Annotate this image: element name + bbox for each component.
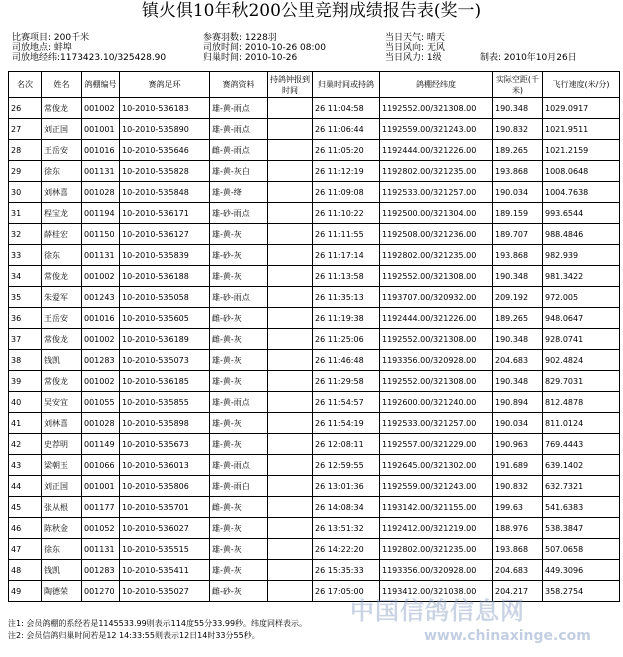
cell-loft-id: 001001 — [82, 119, 120, 140]
cell-rank: 32 — [9, 224, 42, 245]
cell-name: 常俊龙 — [42, 371, 82, 392]
cell-speed: 639.1402 — [543, 455, 620, 476]
cell-distance: 190.348 — [493, 98, 543, 119]
cell-name: 朱爱军 — [42, 287, 82, 308]
cell-loft-id: 001131 — [82, 539, 120, 560]
cell-ring: 10-2010-535058 — [120, 287, 210, 308]
cell-distance: 199.63 — [493, 497, 543, 518]
cell-name: 常俊龙 — [42, 329, 82, 350]
meta-wind-force: 当日风力: 1级 — [385, 53, 442, 63]
table-row — [9, 539, 620, 560]
cell-loft-coords: 1192533.00/321257.00 — [380, 182, 493, 203]
cell-rank: 48 — [9, 560, 42, 581]
cell-ring: 10-2010-535701 — [120, 497, 210, 518]
cell-speed: 1021.2159 — [543, 140, 620, 161]
cell-clock-time — [268, 413, 313, 434]
cell-rank: 26 — [9, 98, 42, 119]
header-speed: 飞行速度(米/分) — [543, 72, 620, 98]
cell-arrival-time: 26 11:12:19 — [313, 161, 380, 182]
cell-name: 徐东 — [42, 161, 82, 182]
cell-loft-id: 001283 — [82, 560, 120, 581]
cell-arrival-time: 26 14:22:20 — [313, 539, 380, 560]
cell-ring: 10-2010-536027 — [120, 518, 210, 539]
cell-pigeon-info: 雄-黄-雨点 — [210, 392, 268, 413]
cell-arrival-time: 26 11:11:55 — [313, 224, 380, 245]
cell-ring: 10-2010-535848 — [120, 182, 210, 203]
table-row — [9, 560, 620, 581]
cell-pigeon-info: 雄-砂-灰 — [210, 245, 268, 266]
cell-ring: 10-2010-536183 — [120, 98, 210, 119]
meta-release-coords: 司放地经纬:1173423.10/325428.90 — [12, 53, 167, 63]
cell-name: 刘正国 — [42, 119, 82, 140]
cell-rank: 41 — [9, 413, 42, 434]
cell-ring: 10-2010-536127 — [120, 224, 210, 245]
cell-loft-id: 001270 — [82, 581, 120, 602]
cell-pigeon-info: 雄-黄-灰 — [210, 518, 268, 539]
cell-pigeon-info: 雄-黄-灰 — [210, 266, 268, 287]
cell-pigeon-info: 雄-黄-灰 — [210, 350, 268, 371]
cell-clock-time — [268, 308, 313, 329]
cell-speed: 948.0647 — [543, 308, 620, 329]
cell-name: 陈秋金 — [42, 518, 82, 539]
cell-rank: 27 — [9, 119, 42, 140]
cell-arrival-time: 26 12:59:55 — [313, 455, 380, 476]
cell-ring: 10-2010-536188 — [120, 266, 210, 287]
cell-ring: 10-2010-536185 — [120, 371, 210, 392]
cell-name: 刘林喜 — [42, 413, 82, 434]
cell-clock-time — [268, 266, 313, 287]
cell-arrival-time: 26 11:29:58 — [313, 371, 380, 392]
cell-loft-coords: 1192559.00/321243.00 — [380, 119, 493, 140]
cell-name: 钱凯 — [42, 350, 82, 371]
cell-pigeon-info: 雄-砂-雨点 — [210, 287, 268, 308]
cell-speed: 507.0658 — [543, 539, 620, 560]
cell-pigeon-info: 雌-黄-灰 — [210, 497, 268, 518]
cell-pigeon-info: 雄-黄-灰 — [210, 434, 268, 455]
table-row — [9, 287, 620, 308]
cell-pigeon-info: 雄-黄-灰 — [210, 413, 268, 434]
cell-loft-coords: 1192412.00/321219.00 — [380, 518, 493, 539]
cell-name: 王岳安 — [42, 140, 82, 161]
cell-rank: 34 — [9, 266, 42, 287]
cell-loft-id: 001028 — [82, 182, 120, 203]
cell-distance: 190.832 — [493, 119, 543, 140]
cell-loft-id: 001150 — [82, 224, 120, 245]
cell-loft-id: 001194 — [82, 203, 120, 224]
cell-loft-coords: 1192802.00/321235.00 — [380, 245, 493, 266]
table-row — [9, 266, 620, 287]
cell-distance: 190.348 — [493, 371, 543, 392]
cell-arrival-time: 26 13:51:32 — [313, 518, 380, 539]
cell-name: 吴安宜 — [42, 392, 82, 413]
cell-rank: 33 — [9, 245, 42, 266]
table-row — [9, 476, 620, 497]
cell-pigeon-info: 雄-黄-雨点 — [210, 455, 268, 476]
header-arrival-time: 归巢时间或持鸽 — [313, 72, 380, 98]
cell-speed: 981.3422 — [543, 266, 620, 287]
cell-pigeon-info: 雌-黄-灰 — [210, 329, 268, 350]
cell-loft-id: 001283 — [82, 350, 120, 371]
cell-loft-id: 001131 — [82, 161, 120, 182]
cell-speed: 829.7031 — [543, 371, 620, 392]
cell-name: 薛桂宏 — [42, 224, 82, 245]
cell-distance: 193.868 — [493, 245, 543, 266]
header-loft-coords: 鸽棚经纬度 — [380, 72, 493, 98]
cell-distance: 190.034 — [493, 413, 543, 434]
cell-loft-coords: 1192533.00/321257.00 — [380, 413, 493, 434]
table-row — [9, 203, 620, 224]
cell-rank: 29 — [9, 161, 42, 182]
cell-clock-time — [268, 182, 313, 203]
cell-name: 程宝龙 — [42, 203, 82, 224]
cell-ring: 10-2010-535898 — [120, 413, 210, 434]
cell-rank: 46 — [9, 518, 42, 539]
cell-distance: 209.192 — [493, 287, 543, 308]
cell-name: 徐东 — [42, 245, 82, 266]
cell-clock-time — [268, 518, 313, 539]
table-row — [9, 329, 620, 350]
cell-loft-coords: 1192557.00/321229.00 — [380, 434, 493, 455]
cell-ring: 10-2010-535839 — [120, 245, 210, 266]
cell-pigeon-info: 雄-黄-灰 — [210, 539, 268, 560]
header-distance: 实际空距(千米) — [493, 72, 543, 98]
cell-arrival-time: 26 13:01:36 — [313, 476, 380, 497]
cell-clock-time — [268, 392, 313, 413]
header-loft-id: 鸽棚编号 — [82, 72, 120, 98]
cell-ring: 10-2010-535646 — [120, 140, 210, 161]
cell-arrival-time: 26 11:46:48 — [313, 350, 380, 371]
cell-ring: 10-2010-535828 — [120, 161, 210, 182]
cell-ring: 10-2010-535855 — [120, 392, 210, 413]
cell-speed: 769.4443 — [543, 434, 620, 455]
cell-distance: 191.689 — [493, 455, 543, 476]
cell-speed: 632.7321 — [543, 476, 620, 497]
cell-clock-time — [268, 203, 313, 224]
table-row — [9, 245, 620, 266]
cell-pigeon-info: 雄-黄-雨白 — [210, 476, 268, 497]
header-ring: 赛鸽足环 — [120, 72, 210, 98]
cell-arrival-time: 26 11:17:14 — [313, 245, 380, 266]
cell-distance: 188.976 — [493, 518, 543, 539]
watermark-url: www.chinaxinge.com — [424, 628, 591, 644]
cell-speed: 988.4846 — [543, 224, 620, 245]
cell-ring: 10-2010-535890 — [120, 119, 210, 140]
cell-loft-coords: 1192444.00/321226.00 — [380, 308, 493, 329]
cell-loft-id: 001028 — [82, 413, 120, 434]
cell-loft-coords: 1192802.00/321235.00 — [380, 539, 493, 560]
cell-loft-coords: 1192559.00/321243.00 — [380, 476, 493, 497]
cell-speed: 982.939 — [543, 245, 620, 266]
cell-speed: 812.4878 — [543, 392, 620, 413]
cell-rank: 43 — [9, 455, 42, 476]
cell-loft-coords: 1192500.00/321304.00 — [380, 203, 493, 224]
report-title: 镇火俱10年秋200公里竞翔成绩报告表(奖一) — [141, 1, 482, 21]
cell-distance: 204.683 — [493, 350, 543, 371]
cell-loft-id: 001002 — [82, 371, 120, 392]
cell-loft-coords: 1193356.00/320928.00 — [380, 350, 493, 371]
cell-rank: 45 — [9, 497, 42, 518]
cell-name: 刘正国 — [42, 476, 82, 497]
cell-loft-coords: 1192552.00/321308.00 — [380, 98, 493, 119]
cell-loft-id: 001002 — [82, 98, 120, 119]
cell-loft-id: 001055 — [82, 392, 120, 413]
cell-clock-time — [268, 434, 313, 455]
cell-rank: 39 — [9, 371, 42, 392]
cell-ring: 10-2010-535411 — [120, 560, 210, 581]
cell-speed: 358.2754 — [543, 581, 620, 602]
cell-distance: 190.034 — [493, 182, 543, 203]
table-row — [9, 581, 620, 602]
table-row — [9, 392, 620, 413]
cell-speed: 449.3096 — [543, 560, 620, 581]
cell-clock-time — [268, 224, 313, 245]
meta-wind-direction: 当日风向: 无风 — [385, 43, 445, 53]
header-clock-time: 持鸽钟报到时间 — [268, 72, 313, 98]
cell-clock-time — [268, 245, 313, 266]
cell-name: 陶德荣 — [42, 581, 82, 602]
cell-loft-id: 001066 — [82, 455, 120, 476]
cell-loft-coords: 1192600.00/321240.00 — [380, 392, 493, 413]
cell-ring: 10-2010-535605 — [120, 308, 210, 329]
cell-arrival-time: 26 11:13:58 — [313, 266, 380, 287]
cell-distance: 193.868 — [493, 539, 543, 560]
cell-ring: 10-2010-536013 — [120, 455, 210, 476]
table-row — [9, 161, 620, 182]
table-row — [9, 497, 620, 518]
cell-clock-time — [268, 560, 313, 581]
cell-arrival-time: 26 15:35:33 — [313, 560, 380, 581]
cell-rank: 40 — [9, 392, 42, 413]
cell-distance: 189.159 — [493, 203, 543, 224]
cell-rank: 31 — [9, 203, 42, 224]
meta-return-time: 归巢时间: 2010-10-26 — [203, 53, 298, 63]
cell-loft-id: 001131 — [82, 245, 120, 266]
cell-rank: 30 — [9, 182, 42, 203]
cell-ring: 10-2010-536171 — [120, 203, 210, 224]
cell-distance: 193.868 — [493, 161, 543, 182]
cell-rank: 37 — [9, 329, 42, 350]
table-row — [9, 350, 620, 371]
cell-ring: 10-2010-535806 — [120, 476, 210, 497]
cell-arrival-time: 26 11:09:08 — [313, 182, 380, 203]
cell-pigeon-info: 雄-黄-绛 — [210, 182, 268, 203]
meta-made-date: 制表: 2010年10月26日 — [480, 53, 577, 63]
cell-speed: 1004.7638 — [543, 182, 620, 203]
cell-pigeon-info: 雌-砂-灰 — [210, 308, 268, 329]
cell-name: 钱凯 — [42, 560, 82, 581]
cell-arrival-time: 26 11:10:22 — [313, 203, 380, 224]
cell-rank: 28 — [9, 140, 42, 161]
cell-loft-coords: 1192552.00/321308.00 — [380, 266, 493, 287]
table-row — [9, 182, 620, 203]
cell-arrival-time: 26 11:54:57 — [313, 392, 380, 413]
table-row — [9, 434, 620, 455]
header-pigeon-info: 赛鸽资料 — [210, 72, 268, 98]
cell-pigeon-info: 雌-黄-雨点 — [210, 140, 268, 161]
cell-distance: 189.265 — [493, 140, 543, 161]
cell-pigeon-info: 雄-黄-灰 — [210, 224, 268, 245]
cell-clock-time — [268, 140, 313, 161]
meta-release-place: 司放地点: 蚌埠 — [12, 43, 72, 53]
results-table — [8, 71, 620, 602]
header-rank: 名次 — [9, 72, 42, 98]
cell-arrival-time: 26 11:06:44 — [313, 119, 380, 140]
meta-weather: 当日天气: 晴天 — [385, 33, 445, 43]
cell-pigeon-info: 雌-砂-灰 — [210, 581, 268, 602]
cell-name: 刘林喜 — [42, 182, 82, 203]
cell-clock-time — [268, 371, 313, 392]
cell-clock-time — [268, 476, 313, 497]
cell-arrival-time: 26 17:05:00 — [313, 581, 380, 602]
cell-speed: 538.3847 — [543, 518, 620, 539]
cell-loft-coords: 1192444.00/321226.00 — [380, 140, 493, 161]
cell-name: 徐东 — [42, 539, 82, 560]
cell-name: 梁朝玉 — [42, 455, 82, 476]
cell-distance: 190.963 — [493, 434, 543, 455]
cell-name: 常俊龙 — [42, 266, 82, 287]
cell-distance: 190.348 — [493, 266, 543, 287]
cell-loft-id: 001016 — [82, 308, 120, 329]
cell-name: 张从根 — [42, 497, 82, 518]
meta-release-time: 司放时间: 2010-10-26 08:00 — [203, 43, 326, 53]
table-header-row — [9, 72, 620, 98]
cell-speed: 972.005 — [543, 287, 620, 308]
cell-loft-coords: 1192802.00/321235.00 — [380, 161, 493, 182]
cell-clock-time — [268, 581, 313, 602]
cell-pigeon-info: 雄-黄-灰 — [210, 371, 268, 392]
cell-ring: 10-2010-535515 — [120, 539, 210, 560]
cell-arrival-time: 26 14:08:34 — [313, 497, 380, 518]
cell-loft-id: 001243 — [82, 287, 120, 308]
cell-pigeon-info: 雄-黄-灰 — [210, 560, 268, 581]
cell-rank: 42 — [9, 434, 42, 455]
cell-clock-time — [268, 455, 313, 476]
cell-loft-id: 001149 — [82, 434, 120, 455]
cell-loft-coords: 1193142.00/321155.00 — [380, 497, 493, 518]
cell-speed: 541.6383 — [543, 497, 620, 518]
cell-clock-time — [268, 350, 313, 371]
cell-clock-time — [268, 497, 313, 518]
cell-distance: 204.683 — [493, 560, 543, 581]
cell-speed: 1021.9511 — [543, 119, 620, 140]
cell-pigeon-info: 雄-黄-灰白 — [210, 161, 268, 182]
cell-speed: 811.0124 — [543, 413, 620, 434]
meta-entries: 参赛羽数: 1228羽 — [203, 33, 277, 43]
cell-rank: 49 — [9, 581, 42, 602]
cell-name: 王岳安 — [42, 308, 82, 329]
cell-speed: 1029.0917 — [543, 98, 620, 119]
cell-loft-coords: 1192508.00/321236.00 — [380, 224, 493, 245]
cell-pigeon-info: 雄-黄-雨点 — [210, 119, 268, 140]
cell-distance: 204.217 — [493, 581, 543, 602]
cell-rank: 35 — [9, 287, 42, 308]
cell-loft-id: 001002 — [82, 266, 120, 287]
cell-loft-id: 001002 — [82, 329, 120, 350]
cell-ring: 10-2010-535673 — [120, 434, 210, 455]
cell-loft-coords: 1193707.00/320932.00 — [380, 287, 493, 308]
cell-pigeon-info: 雄-砂-雨点 — [210, 203, 268, 224]
cell-clock-time — [268, 329, 313, 350]
header-name: 姓名 — [42, 72, 82, 98]
cell-clock-time — [268, 161, 313, 182]
table-row — [9, 455, 620, 476]
cell-arrival-time: 26 11:54:19 — [313, 413, 380, 434]
cell-speed: 1008.0648 — [543, 161, 620, 182]
cell-clock-time — [268, 98, 313, 119]
cell-clock-time — [268, 119, 313, 140]
cell-speed: 902.4824 — [543, 350, 620, 371]
watermark-site-name: 中国信鸽信息网 — [350, 597, 525, 625]
table-row — [9, 413, 620, 434]
table-row — [9, 140, 620, 161]
cell-arrival-time: 26 11:04:58 — [313, 98, 380, 119]
cell-rank: 44 — [9, 476, 42, 497]
meta-project: 比赛项目: 200千米 — [12, 33, 90, 43]
note-1: 注1: 会员鸽棚的系经若是1145533.99则表示114度55分33.99秒。纬度同样表示。 — [8, 619, 308, 628]
cell-loft-coords: 1193412.00/321038.00 — [380, 581, 493, 602]
table-row — [9, 119, 620, 140]
cell-arrival-time: 26 11:35:13 — [313, 287, 380, 308]
table-row — [9, 224, 620, 245]
cell-loft-id: 001016 — [82, 140, 120, 161]
cell-name: 常俊龙 — [42, 98, 82, 119]
cell-arrival-time: 26 11:25:06 — [313, 329, 380, 350]
table-row — [9, 98, 620, 119]
cell-loft-id: 001052 — [82, 518, 120, 539]
cell-loft-id: 001177 — [82, 497, 120, 518]
cell-rank: 36 — [9, 308, 42, 329]
table-row — [9, 308, 620, 329]
cell-speed: 993.6544 — [543, 203, 620, 224]
cell-ring: 10-2010-535073 — [120, 350, 210, 371]
cell-rank: 47 — [9, 539, 42, 560]
cell-distance: 190.894 — [493, 392, 543, 413]
cell-ring: 10-2010-536189 — [120, 329, 210, 350]
cell-clock-time — [268, 539, 313, 560]
cell-rank: 38 — [9, 350, 42, 371]
note-2: 注2: 会员信鸽归巢时间若是12 14:33:55则表示12日14时33分55秒。 — [8, 631, 260, 640]
cell-loft-coords: 1192552.00/321308.00 — [380, 371, 493, 392]
cell-distance: 190.832 — [493, 476, 543, 497]
table-row — [9, 371, 620, 392]
cell-distance: 189.265 — [493, 308, 543, 329]
cell-distance: 190.348 — [493, 329, 543, 350]
table-row — [9, 518, 620, 539]
cell-name: 史荐明 — [42, 434, 82, 455]
cell-arrival-time: 26 11:19:38 — [313, 308, 380, 329]
cell-pigeon-info: 雄-黄-雨点 — [210, 98, 268, 119]
cell-ring: 10-2010-535027 — [120, 581, 210, 602]
cell-distance: 189.707 — [493, 224, 543, 245]
cell-loft-coords: 1193356.00/320928.00 — [380, 560, 493, 581]
cell-speed: 928.0741 — [543, 329, 620, 350]
cell-loft-coords: 1192552.00/321308.00 — [380, 329, 493, 350]
cell-loft-id: 001001 — [82, 476, 120, 497]
cell-arrival-time: 26 12:08:11 — [313, 434, 380, 455]
cell-arrival-time: 26 11:05:20 — [313, 140, 380, 161]
cell-loft-coords: 1192645.00/321302.00 — [380, 455, 493, 476]
cell-clock-time — [268, 287, 313, 308]
